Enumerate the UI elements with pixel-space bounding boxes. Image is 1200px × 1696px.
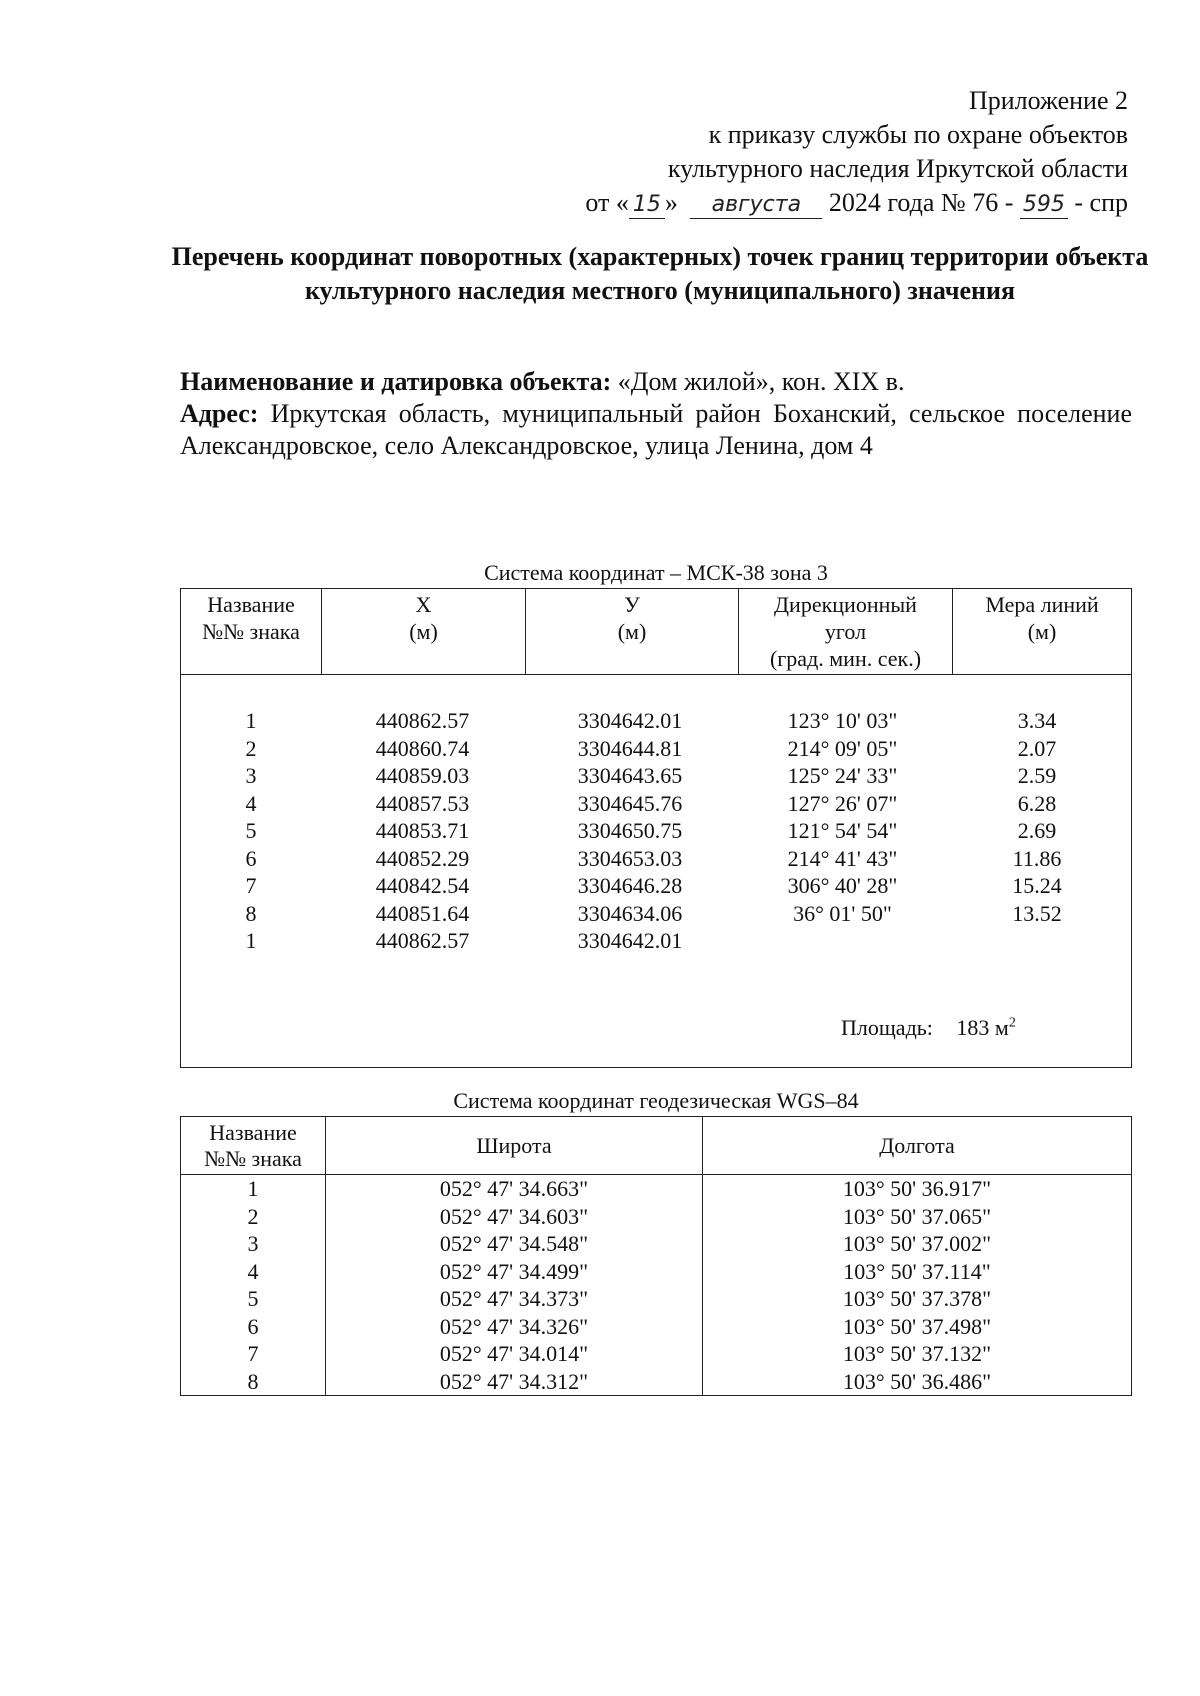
x-coordinate: 440842.54	[375, 873, 470, 898]
direction-angle: 214° 41' 43"	[787, 845, 898, 871]
table-row	[181, 1285, 1132, 1313]
point-number: 1	[245, 708, 257, 733]
line-length: 2.07	[1017, 735, 1057, 761]
wgs84-coordinates-table	[180, 1116, 1132, 1396]
header-x-b: (м)	[409, 619, 438, 644]
header-name-a: Название	[207, 592, 295, 617]
header-x-a: X	[415, 592, 432, 617]
direction-angle	[736, 927, 949, 955]
header2-name-b: №№ знака	[204, 1145, 302, 1171]
direction-angle: 125° 24' 33"	[787, 763, 898, 788]
x-coordinate: 440853.71	[375, 818, 470, 843]
handwritten-order-number: 595	[1020, 192, 1068, 219]
y-coordinate: 3304644.81	[577, 735, 683, 761]
latitude: 052° 47' 34.499"	[326, 1258, 703, 1286]
table-row	[181, 1340, 1132, 1368]
table-row	[181, 845, 1131, 873]
longitude: 103° 50' 37.498"	[703, 1313, 1132, 1341]
handwritten-day: 15	[629, 192, 665, 219]
header2-longitude: Долгота	[703, 1117, 1132, 1175]
appendix-header	[585, 84, 1128, 220]
appendix-title: Приложение 2	[968, 86, 1128, 115]
y-coordinate: 3304646.28	[577, 873, 683, 898]
area-line	[841, 1015, 1016, 1041]
handwritten-month: августа	[690, 192, 822, 219]
table1-header-row	[181, 589, 1132, 675]
line-length: 2.59	[1017, 763, 1057, 788]
latitude: 052° 47' 34.603"	[326, 1203, 703, 1231]
line-length: 11.86	[1012, 845, 1062, 871]
point-number: 7	[245, 873, 257, 898]
line-length: 6.28	[1017, 790, 1057, 816]
table-row	[181, 1258, 1132, 1286]
point-number: 3	[245, 763, 257, 788]
header-name-b: №№ знака	[202, 619, 300, 644]
date-quote-close: »	[664, 188, 678, 217]
line-length: 13.52	[1012, 900, 1062, 926]
latitude: 052° 47' 34.663"	[326, 1175, 703, 1203]
table-row	[181, 872, 1131, 900]
object-name-value: «Дом жилой», кон. XIX в.	[617, 367, 905, 396]
header-point-name	[181, 589, 322, 675]
header-length	[953, 589, 1132, 675]
header-angle-c: (град. мин. сек.)	[769, 646, 922, 671]
header2-latitude: Широта	[326, 1117, 703, 1175]
header-angle	[739, 589, 953, 675]
appendix-date-line	[585, 186, 1128, 220]
table-row	[181, 927, 1131, 955]
area-superscript: 2	[1008, 1015, 1016, 1031]
table1-caption: Система координат – МСК-38 зона 3	[484, 560, 828, 585]
address-label: Адрес:	[180, 399, 259, 428]
point-number: 3	[181, 1230, 326, 1258]
table2-caption: Система координат геодезическая WGS–84	[453, 1088, 859, 1113]
y-coordinate: 3304642.01	[577, 928, 683, 953]
table1-body-row	[181, 675, 1132, 1068]
longitude: 103° 50' 36.917"	[703, 1175, 1132, 1203]
header-y-a: У	[624, 592, 640, 617]
table1-rows	[181, 707, 1131, 955]
x-coordinate: 440862.57	[375, 928, 470, 953]
document-title: Перечень координат поворотных (характерных) точек границ территории объекта культурного наследия местного (муниципального) значения	[171, 242, 1149, 305]
table-row	[181, 707, 1131, 735]
area-label: Площадь:	[841, 1015, 933, 1040]
table-row	[181, 900, 1131, 928]
direction-angle: 123° 10' 03"	[787, 708, 898, 733]
object-name-label: Наименование и датировка объекта:	[180, 367, 612, 396]
line-length: 15.24	[1012, 873, 1062, 898]
date-year-number: 2024 года № 76 -	[828, 188, 1014, 217]
point-number: 4	[181, 1258, 326, 1286]
table-row	[181, 735, 1131, 763]
longitude: 103° 50' 37.065"	[703, 1203, 1132, 1231]
latitude: 052° 47' 34.373"	[326, 1285, 703, 1313]
appendix-authority-line: культурного наследия Иркутской области	[667, 154, 1128, 183]
point-number: 8	[181, 1368, 326, 1396]
line-length: 2.69	[1017, 818, 1057, 843]
point-number: 2	[181, 1203, 326, 1231]
x-coordinate: 440860.74	[375, 735, 470, 761]
y-coordinate: 3304642.01	[577, 708, 683, 733]
header-y	[526, 589, 739, 675]
point-number: 6	[181, 1313, 326, 1341]
table-row	[181, 1203, 1132, 1231]
address-value: Иркутская область, муниципальный район Боханский, сельское поселение Александровское, село Александровское, улица Ленина, дом 4	[180, 399, 1133, 460]
longitude: 103° 50' 37.132"	[703, 1340, 1132, 1368]
header-length-a: Мера линий	[985, 592, 1099, 617]
header-length-b: (м)	[1027, 619, 1057, 644]
x-coordinate: 440852.29	[375, 845, 470, 871]
direction-angle: 306° 40' 28"	[787, 873, 898, 898]
area-value: 183 м	[956, 1015, 1009, 1040]
latitude: 052° 47' 34.548"	[326, 1230, 703, 1258]
direction-angle: 214° 09' 05"	[787, 735, 898, 761]
direction-angle: 36° 01' 50"	[793, 900, 892, 926]
x-coordinate: 440851.64	[375, 900, 470, 926]
table-row	[181, 762, 1131, 790]
table-row	[181, 1368, 1132, 1396]
point-number: 6	[245, 845, 257, 871]
latitude: 052° 47' 34.326"	[326, 1313, 703, 1341]
point-number: 8	[245, 900, 257, 926]
point-number: 7	[181, 1340, 326, 1368]
point-number: 5	[245, 818, 257, 843]
y-coordinate: 3304650.75	[577, 818, 683, 843]
table2-header-row	[181, 1117, 1132, 1175]
longitude: 103° 50' 37.114"	[703, 1258, 1132, 1286]
table1-body	[181, 675, 1132, 1068]
longitude: 103° 50' 37.002"	[703, 1230, 1132, 1258]
longitude: 103° 50' 36.486"	[703, 1368, 1132, 1396]
table-row	[181, 817, 1131, 845]
y-coordinate: 3304634.06	[577, 900, 683, 926]
header-angle-a: Дирекционный	[774, 592, 917, 617]
header2-name-a: Название	[209, 1119, 297, 1145]
point-number: 2	[245, 735, 257, 761]
x-coordinate: 440859.03	[375, 763, 470, 788]
x-coordinate: 440862.57	[375, 708, 470, 733]
point-number: 5	[181, 1285, 326, 1313]
object-name-line	[180, 367, 904, 397]
object-address	[180, 398, 1132, 462]
longitude: 103° 50' 37.378"	[703, 1285, 1132, 1313]
table-row	[181, 1313, 1132, 1341]
header-x	[322, 589, 526, 675]
header2-point-name	[181, 1117, 326, 1175]
table-row	[181, 1175, 1132, 1203]
appendix-order-line: к приказу службы по охране объектов	[708, 120, 1128, 149]
date-prefix: от «	[585, 188, 629, 217]
header-angle-b: угол	[824, 619, 867, 644]
header-y-b: (м)	[617, 619, 647, 644]
latitude: 052° 47' 34.312"	[326, 1368, 703, 1396]
line-length: 3.34	[1017, 708, 1057, 733]
direction-angle: 127° 26' 07"	[787, 790, 898, 816]
y-coordinate: 3304643.65	[577, 763, 683, 788]
direction-angle: 121° 54' 54"	[787, 818, 898, 843]
point-number: 1	[245, 928, 257, 953]
latitude: 052° 47' 34.014"	[326, 1340, 703, 1368]
table-row	[181, 790, 1131, 818]
x-coordinate: 440857.53	[375, 790, 470, 816]
msk38-coordinates-table	[180, 588, 1132, 1068]
y-coordinate: 3304645.76	[577, 790, 683, 816]
order-suffix: - спр	[1074, 188, 1128, 217]
point-number: 1	[181, 1175, 326, 1203]
line-length	[949, 927, 1125, 955]
point-number: 4	[245, 790, 257, 816]
y-coordinate: 3304653.03	[577, 845, 683, 871]
table-row	[181, 1230, 1132, 1258]
